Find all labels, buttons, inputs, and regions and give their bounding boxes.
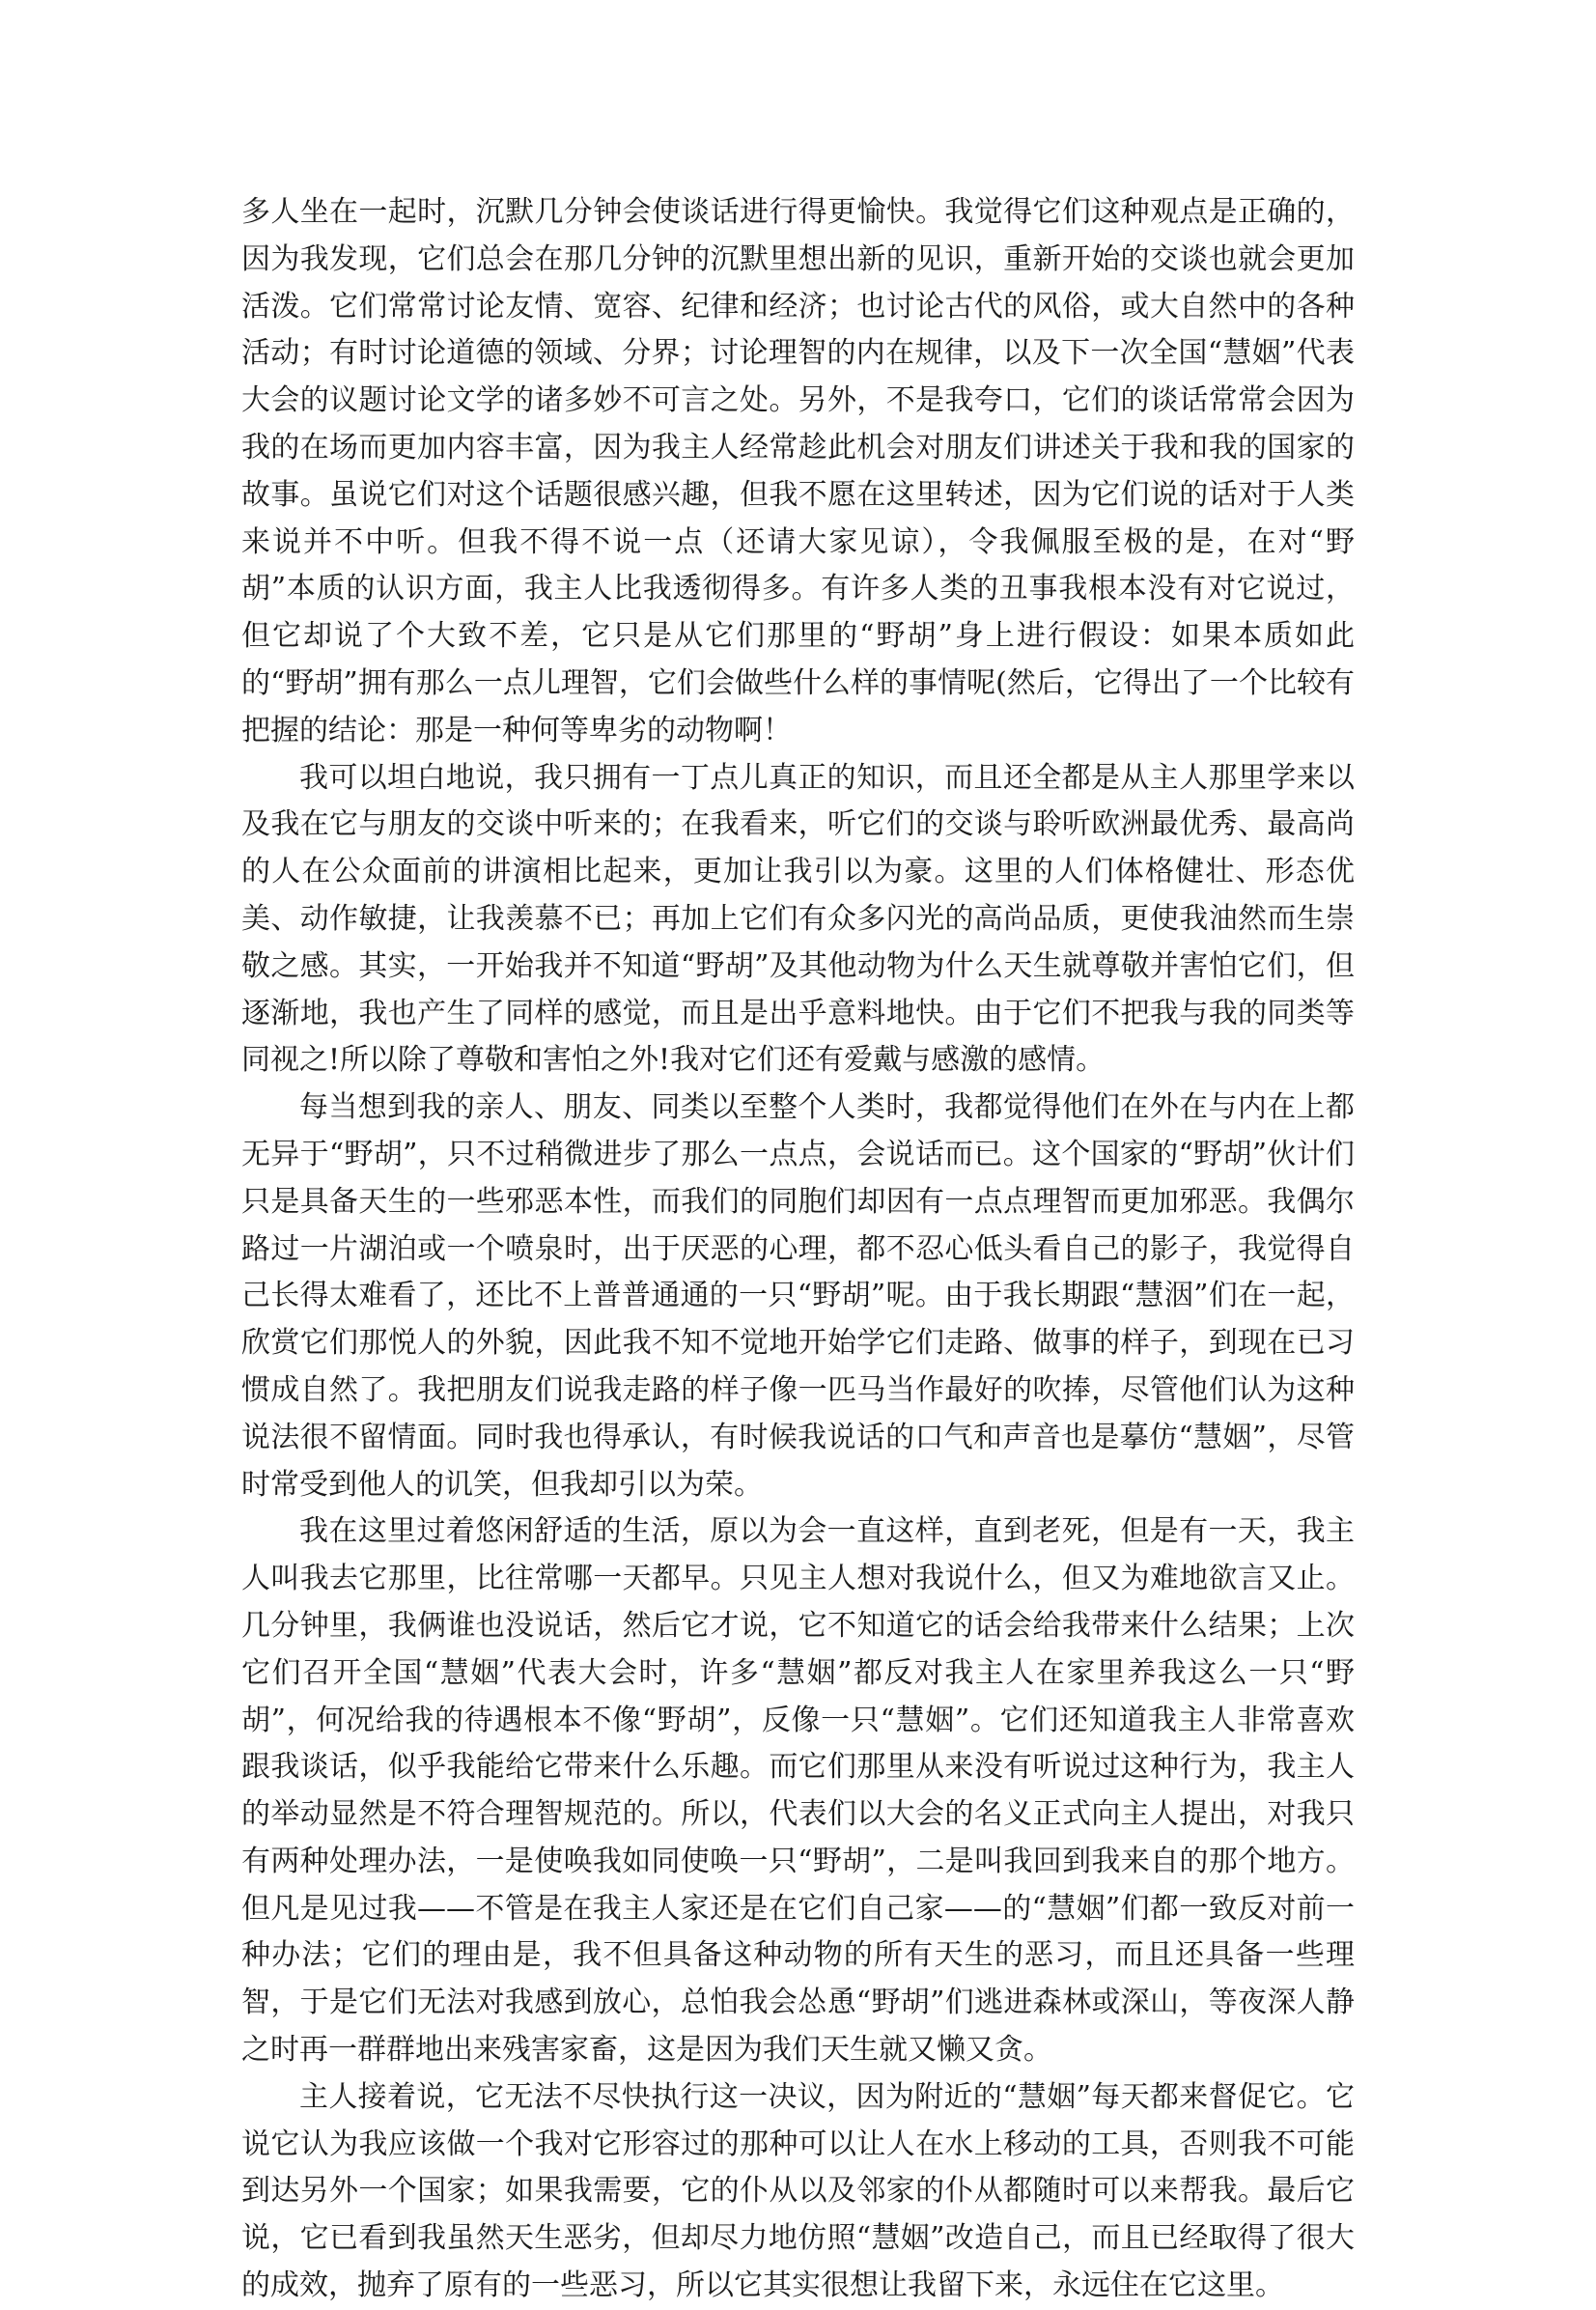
paragraph-1: 多人坐在一起时，沉默几分钟会使谈话进行得更愉快。我觉得它们这种观点是正确的，因为我发现，它们总会在那几分钟的沉默里想出新的见识，重新开始的交谈也就会更加活泼。它们常常讨论友情、宽容、纪律和经济；也讨论古代的风俗，或大自然中的各种活动；有时讨论道德的领域、分界；讨论理智的内在规律，以及下一次全国“慧姻”代表大会的议题讨论文学的诸多妙不可言之处。另外，不是我夸口，它们的谈话常常会因为我的在场而更加内容丰富，因为我主人经常趁此机会对朋友们讲述关于我和我的国家的故事。虽说它们对这个话题很感兴趣，但我不愿在这里转述，因为它们说的话对于人类来说并不中听。但我不得不说一点（还请大家见谅），令我佩服至极的是，在对“野胡”本质的认识方面，我主人比我透彻得多。有许多人类的丑事我根本没有对它说过，但它却说了个大致不差，它只是从它们那里的“野胡”身上进行假设：如果本质如此的“野胡”拥有那么一点儿理智，它们会做些什么样的事情呢(然后，它得出了一个比较有把握的结论：那是一种何等卑劣的动物啊！	[241, 195, 1355, 747]
document-body	[241, 189, 1355, 2310]
paragraph-2: 我可以坦白地说，我只拥有一丁点儿真正的知识，而且还全都是从主人那里学来以及我在它与朋友的交谈中听来的；在我看来，听它们的交谈与聆听欧洲最优秀、最高尚的人在公众面前的讲演相比起来，更加让我引以为豪。这里的人们体格健壮、形态优美、动作敏捷，让我羡慕不已；再加上它们有众多闪光的高尚品质，更使我油然而生崇敬之感。其实，一开始我并不知道“野胡”及其他动物为什么天生就尊敬并害怕它们，但逐渐地，我也产生了同样的感觉，而且是出乎意料地快。由于它们不把我与我的同类等同视之!所以除了尊敬和害怕之外!我对它们还有爱戴与感激的感情。	[241, 760, 1355, 1078]
paragraph-4: 我在这里过着悠闲舒适的生活，原以为会一直这样，直到老死，但是有一天，我主人叫我去它那里，比往常哪一天都早。只见主人想对我说什么，但又为难地欲言又止。几分钟里，我俩谁也没说话，然后它才说，它不知道它的话会给我带来什么结果；上次它们召开全国“慧姻”代表大会时，许多“慧姻”都反对我主人在家里养我这么一只“野胡”，何况给我的待遇根本不像“野胡”，反像一只“慧姻”。它们还知道我主人非常喜欢跟我谈话，似乎我能给它带来什么乐趣。而它们那里从来没有听说过这种行为，我主人的举动显然是不符合理智规范的。所以，代表们以大会的名义正式向主人提出，对我只有两种处理办法，一是使唤我如同使唤一只“野胡”，二是叫我回到我来自的那个地方。但凡是见过我——不管是在我主人家还是在它们自己家——的“慧姻”们都一致反对前一种办法；它们的理由是，我不但具备这种动物的所有天生的恶习，而且还具备一些理智，于是它们无法对我感到放心，总怕我会怂恿“野胡”们逃进森林或深山，等夜深人静之时再一群群地出来残害家畜，这是因为我们天生就又懒又贪。	[241, 1514, 1355, 2068]
paragraph-3: 每当想到我的亲人、朋友、同类以至整个人类时，我都觉得他们在外在与内在上都无异于“野胡”，只不过稍微进步了那么一点点，会说话而已。这个国家的“野胡”伙计们只是具备天生的一些邪恶本性，而我们的同胞们却因有一点点理智而更加邪恶。我偶尔路过一片湖泊或一个喷泉时，出于厌恶的心理，都不忍心低头看自己的影子，我觉得自己长得太难看了，还比不上普普通通的一只“野胡”呢。由于我长期跟“慧洇”们在一起，欣赏它们那悦人的外貌，因此我不知不觉地开始学它们走路、做事的样子，到现在已习惯成自然了。我把朋友们说我走路的样子像一匹马当作最好的吹捧，尽管他们认为这种说法很不留情面。同时我也得承认，有时候我说话的口气和声音也是摹仿“慧姻”，尽管时常受到他人的讥笑，但我却引以为荣。	[241, 1090, 1355, 1502]
paragraph-5: 主人接着说，它无法不尽快执行这一决议，因为附近的“慧姻”每天都来督促它。它说它认为我应该做一个我对它形容过的那种可以让人在水上移动的工具，否则我不可能到达另外一个国家；如果我需要，它的仆从以及邻家的仆从都随时可以来帮我。最后它说，它已看到我虽然天生恶劣，但却尽力地仿照“慧姻”改造自己，而且已经取得了很大的成效，抛弃了原有的一些恶习，所以它其实很想让我留下来，永远住在它这里。	[241, 2079, 1355, 2303]
